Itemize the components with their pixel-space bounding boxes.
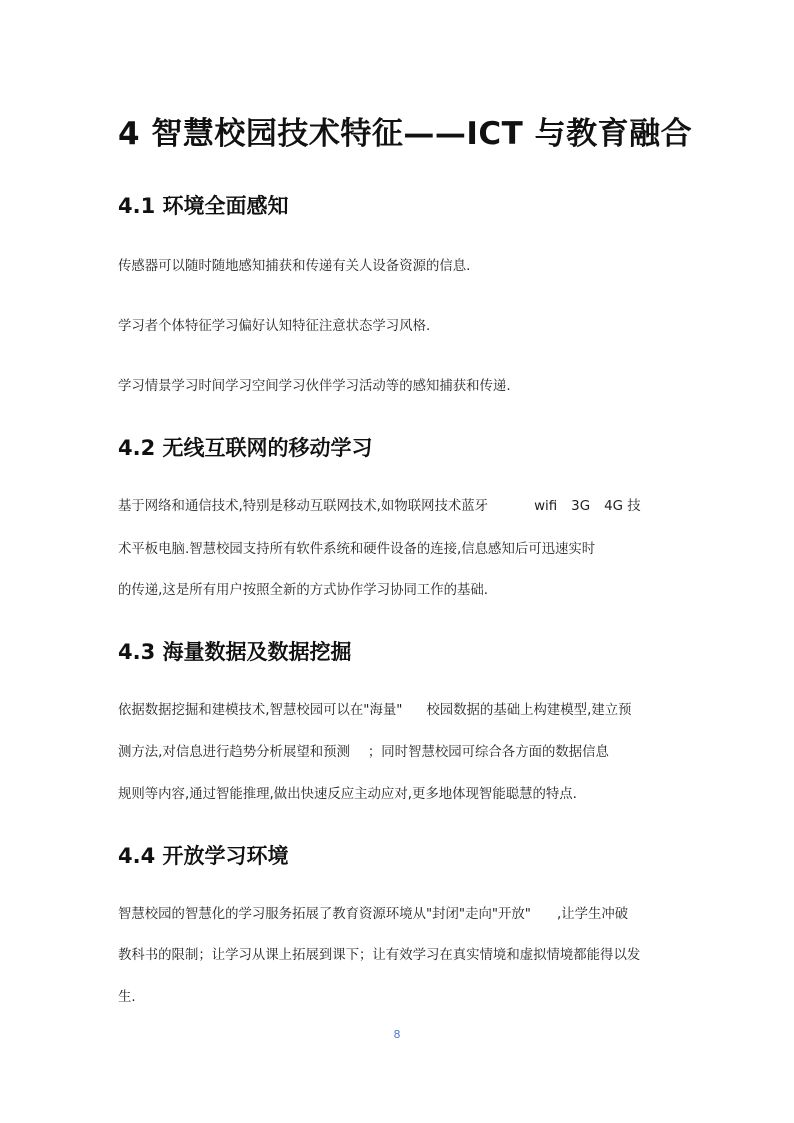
text-segment: 校园数据的基础上构建模型,建立预	[426, 703, 632, 718]
paragraph-line: 学习情景学习时间学习空间学习伙伴学习活动等的感知捕获和传递.	[118, 379, 511, 394]
paragraph-line: 教科书的限制；让学习从课上拓展到课下；让有效学习在真实情境和虚拟情境都能得以发	[118, 948, 641, 963]
text-segment: 3G	[571, 499, 591, 514]
paragraph-line: 传感器可以随时随地感知捕获和传递有关人设备资源的信息.	[118, 259, 471, 274]
text-segment: ,让学生冲破	[556, 907, 629, 922]
page-title: 4 智慧校园技术特征——ICT 与教育融合	[118, 116, 693, 152]
page-number: 8	[393, 1028, 401, 1041]
text-segment: 测方法,对信息进行趋势分析展望和预测	[118, 745, 350, 760]
section-heading-4-4: 4.4 开放学习环境	[118, 844, 289, 868]
section-heading-4-2: 4.2 无线互联网的移动学习	[118, 436, 373, 460]
paragraph-line: 术平板电脑.智慧校园支持所有软件系统和硬件设备的连接,信息感知后可迅速实时	[118, 542, 596, 557]
paragraph-line: 学习者个体特征学习偏好认知特征注意状态学习风格.	[118, 319, 431, 334]
paragraph-line	[118, 495, 641, 514]
text-segment: 4G 技	[604, 499, 641, 514]
text-segment: 依据数据挖掘和建模技术,智慧校园可以在"海量"	[118, 703, 403, 718]
section-heading-4-3: 4.3 海量数据及数据挖掘	[118, 640, 352, 664]
text-segment: ；同时智慧校园可综合各方面的数据信息	[367, 745, 609, 760]
paragraph-line	[118, 741, 609, 760]
text-segment: 基于网络和通信技术,特别是移动互联网技术,如物联网技术蓝牙	[118, 499, 489, 514]
paragraph-line	[118, 699, 632, 718]
paragraph-line: 生.	[118, 990, 136, 1005]
paragraph-line: 的传递,这是所有用户按照全新的方式协作学习协同工作的基础.	[118, 583, 489, 598]
paragraph-line	[118, 903, 628, 922]
section-heading-4-1: 4.1 环境全面感知	[118, 194, 289, 218]
text-segment: 智慧校园的智慧化的学习服务拓展了教育资源环境从"封闭"走向"开放"	[118, 907, 531, 922]
text-segment: wifi	[534, 499, 558, 514]
paragraph-line: 规则等内容,通过智能推理,做出快速反应主动应对,更多地体现智能聪慧的特点.	[118, 787, 577, 802]
